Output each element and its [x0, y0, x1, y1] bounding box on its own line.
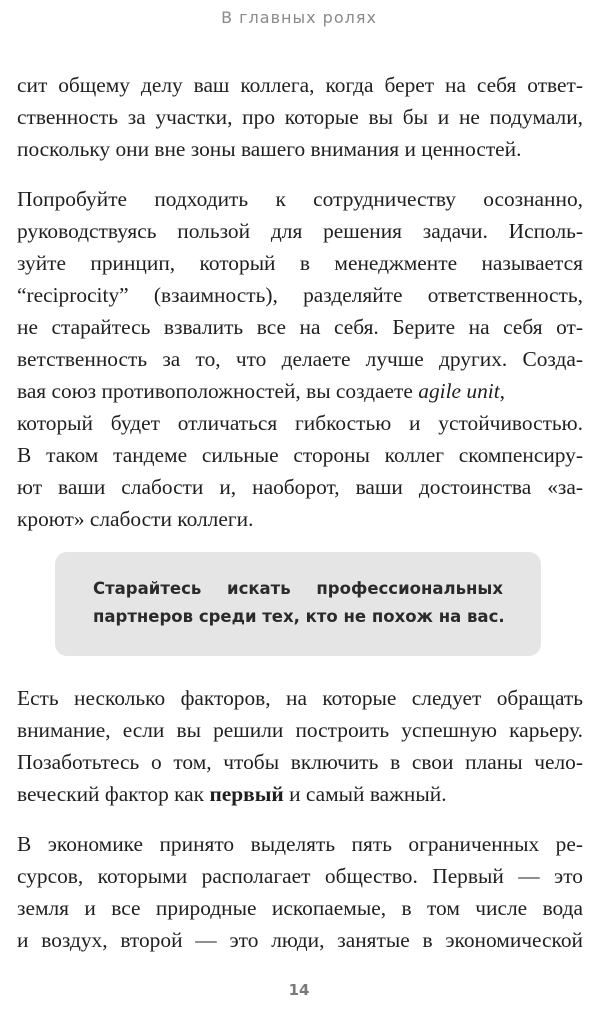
text-line: руководствуясь пользой для решения задачи. Исполь- [17, 219, 583, 243]
paragraph-4 [17, 828, 583, 956]
text-line: В таком тандеме сильные стороны коллег скомпенсиру- [17, 443, 583, 467]
page-number: 14 [288, 981, 310, 999]
text-line: ственность за участки, про которые вы бы и не подумали, [17, 105, 583, 129]
running-head: В главных ролях [221, 8, 377, 27]
bold-term: первый [209, 782, 284, 806]
callout-line: партнеров среди тех, кто не похож на вас. [93, 607, 505, 626]
callout-line: Старайтесь искать профессиональных [93, 579, 503, 598]
text-line: сурсов, которыми располагает общество. Первый — это [17, 864, 583, 888]
text-line: поскольку они вне зоны вашего внимания и ценностей. [17, 137, 522, 161]
text-line: и воздух, второй — это люди, занятые в экономической [17, 928, 583, 952]
text-segment: веческий фактор как [17, 782, 205, 806]
text-line: сит общему делу ваш коллега, когда берет на себя ответ- [17, 73, 583, 97]
text-line: который будет отличаться гибкостью и устойчивостью. [17, 411, 583, 435]
text-line: Есть несколько факторов, на которые следует обращать [17, 686, 583, 710]
text-segment: , [499, 379, 506, 403]
text-segment: и самый важный. [289, 782, 447, 806]
text-line: “reciprocity” (взаимность), разделяйте ответственность, [17, 283, 583, 307]
text-line: Позаботьтесь о том, чтобы включить в свои планы чело- [17, 750, 583, 774]
text-line: земля и все природные ископаемые, в том числе вода [17, 896, 583, 920]
text-line: ветственность за то, что делаете лучше других. Созда- [17, 347, 583, 371]
paragraph-1 [17, 69, 583, 165]
text-line: зуйте принцип, который в менеджменте называется [17, 251, 583, 275]
text-line: ют ваши слабости и, наоборот, ваши достоинства «за- [17, 475, 583, 499]
paragraph-2 [17, 183, 583, 535]
text-line: кроют» слабости коллеги. [17, 507, 254, 531]
text-line: не старайтесь взвалить все на себя. Берите на себя от- [17, 315, 583, 339]
callout-box [55, 552, 541, 656]
callout-text [93, 575, 503, 631]
text-line: внимание, если вы решили построить успешную карьеру. [17, 718, 583, 742]
text-line: В экономике принято выделять пять ограниченных ре- [17, 832, 583, 856]
paragraph-3 [17, 682, 583, 810]
text-line [17, 778, 583, 810]
text-line [17, 375, 583, 407]
italic-term: agile unit [418, 379, 500, 403]
text-segment: вая союз противоположностей, вы создаете [17, 379, 413, 403]
text-line: Попробуйте подходить к сотрудничеству осознанно, [17, 187, 583, 211]
